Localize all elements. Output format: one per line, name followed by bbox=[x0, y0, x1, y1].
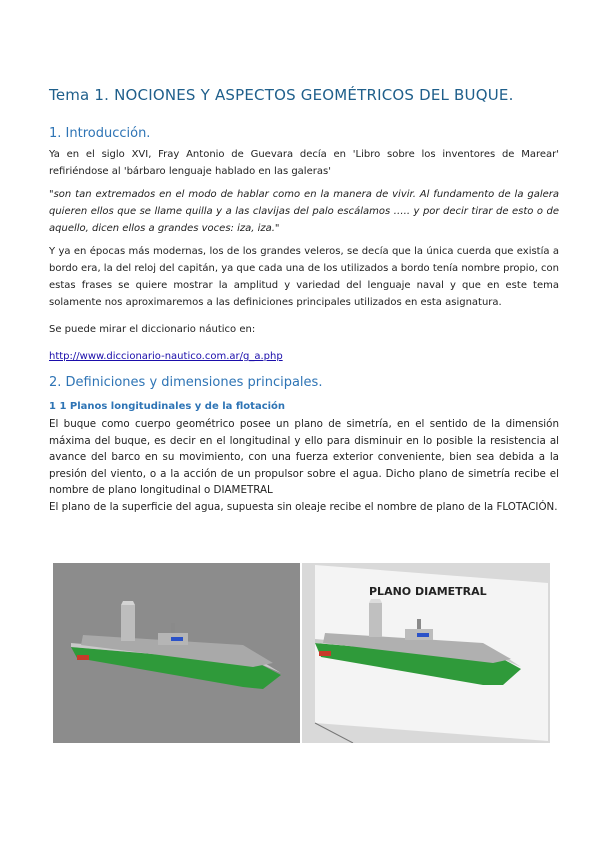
dictionary-note: Se puede mirar el diccionario náutico en: bbox=[49, 324, 256, 335]
flotacion-paragraph: El plano de la superficie del agua, supuesta sin oleaje recibe el nombre de plano de la FLOTACIÓN. bbox=[49, 500, 558, 513]
intro-paragraph-2: Y ya en épocas más modernas, los de los grandes veleros, se decía que la única cuerda que existía a bordo era, la del reloj del capitán, ya que cada una de los utilizados a bordo tenía nombre propio, con estas frases se quiere mostrar la amplitud y variedad del lenguaje naval y que en este tema solamente nos aproximaremos a las definiciones principales utilizados en esta asignatura. bbox=[49, 246, 560, 308]
ship-figure-svg bbox=[53, 563, 550, 743]
plano-diametral-label: PLANO DIAMETRAL bbox=[369, 585, 487, 598]
section-heading-definiciones: 2. Definiciones y dimensiones principales. bbox=[49, 375, 323, 390]
dictionary-link[interactable]: http://www.diccionario-nautico.com.ar/g_a.php bbox=[49, 351, 283, 362]
section-heading-introduccion: 1. Introducción. bbox=[49, 126, 151, 141]
intro-paragraph: Ya en el siglo XVI, Fray Antonio de Guevara decía en 'Libro sobre los inventores de Marear' refiriéndose al 'bárbaro lenguaje hablado en las galeras' bbox=[49, 149, 559, 177]
subsection-heading-planos: 1 1 Planos longitudinales y de la flotación bbox=[49, 401, 286, 412]
page-title: Tema 1. NOCIONES Y ASPECTOS GEOMÉTRICOS DEL BUQUE. bbox=[49, 86, 514, 104]
intro-quote: "son tan extremados en el modo de hablar como en la manera de vivir. Al fundamento de la galera quieren ellos que se llame quilla y a las clavijas del palo escálamos ….. y por decir tirar de esto o de aquello, dicen ellos a grandes voces: iza, iza." bbox=[49, 189, 559, 234]
document-content bbox=[49, 86, 559, 515]
ship-figure bbox=[53, 563, 550, 743]
definitions-paragraph: El buque como cuerpo geométrico posee un plano de simetría, en el sentido de la dimensión máxima del buque, es decir en el longitudinal y ello para disminuir en lo posible la resistencia al avance del barco en su movimiento, con una fuerza exterior conveniente, bien sea debida a la presión del viento, o a la acción de un propulsor sobre el agua. Dicho plano de simetría recibe el nombre de plano longitudinal o DIAMETRAL bbox=[49, 418, 559, 496]
